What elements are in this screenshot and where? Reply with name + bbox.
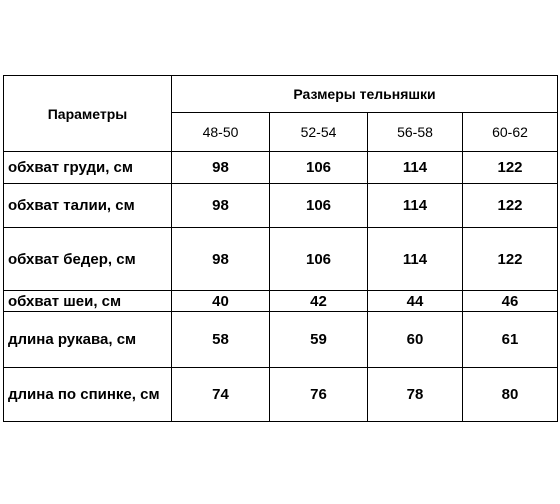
table-row bbox=[4, 184, 558, 228]
table-row bbox=[4, 291, 558, 312]
table-header-row bbox=[4, 76, 558, 113]
size-chart-table bbox=[3, 75, 558, 422]
table-cell: 76 bbox=[270, 368, 368, 422]
table-cell: 98 bbox=[172, 184, 270, 228]
table-cell: 59 bbox=[270, 312, 368, 368]
table-cell: 40 bbox=[172, 291, 270, 312]
size-header: 56-58 bbox=[368, 113, 463, 152]
table-row bbox=[4, 228, 558, 291]
table-cell: 98 bbox=[172, 152, 270, 184]
size-header: 48-50 bbox=[172, 113, 270, 152]
table-cell: 122 bbox=[463, 184, 558, 228]
table-cell: 78 bbox=[368, 368, 463, 422]
table-row bbox=[4, 312, 558, 368]
table-cell: 122 bbox=[463, 152, 558, 184]
table-cell: 46 bbox=[463, 291, 558, 312]
table-cell: 114 bbox=[368, 184, 463, 228]
table-cell: 122 bbox=[463, 228, 558, 291]
table-cell: 80 bbox=[463, 368, 558, 422]
table-cell: 106 bbox=[270, 152, 368, 184]
table-row bbox=[4, 152, 558, 184]
table-cell: 61 bbox=[463, 312, 558, 368]
row-label: обхват шеи, см bbox=[4, 291, 172, 312]
table-cell: 44 bbox=[368, 291, 463, 312]
row-label: обхват груди, см bbox=[4, 152, 172, 184]
table-cell: 42 bbox=[270, 291, 368, 312]
row-label: обхват талии, см bbox=[4, 184, 172, 228]
table-cell: 98 bbox=[172, 228, 270, 291]
table-cell: 106 bbox=[270, 228, 368, 291]
row-label: обхват бедер, см bbox=[4, 228, 172, 291]
table-row bbox=[4, 368, 558, 422]
row-label: длина по спинке, см bbox=[4, 368, 172, 422]
table-cell: 114 bbox=[368, 152, 463, 184]
table-cell: 60 bbox=[368, 312, 463, 368]
table-cell: 74 bbox=[172, 368, 270, 422]
size-header: 52-54 bbox=[270, 113, 368, 152]
row-label: длина рукава, см bbox=[4, 312, 172, 368]
size-header: 60-62 bbox=[463, 113, 558, 152]
parameters-header: Параметры bbox=[4, 76, 172, 152]
table-cell: 106 bbox=[270, 184, 368, 228]
table-cell: 58 bbox=[172, 312, 270, 368]
table-cell: 114 bbox=[368, 228, 463, 291]
sizes-group-header: Размеры тельняшки bbox=[172, 76, 558, 113]
